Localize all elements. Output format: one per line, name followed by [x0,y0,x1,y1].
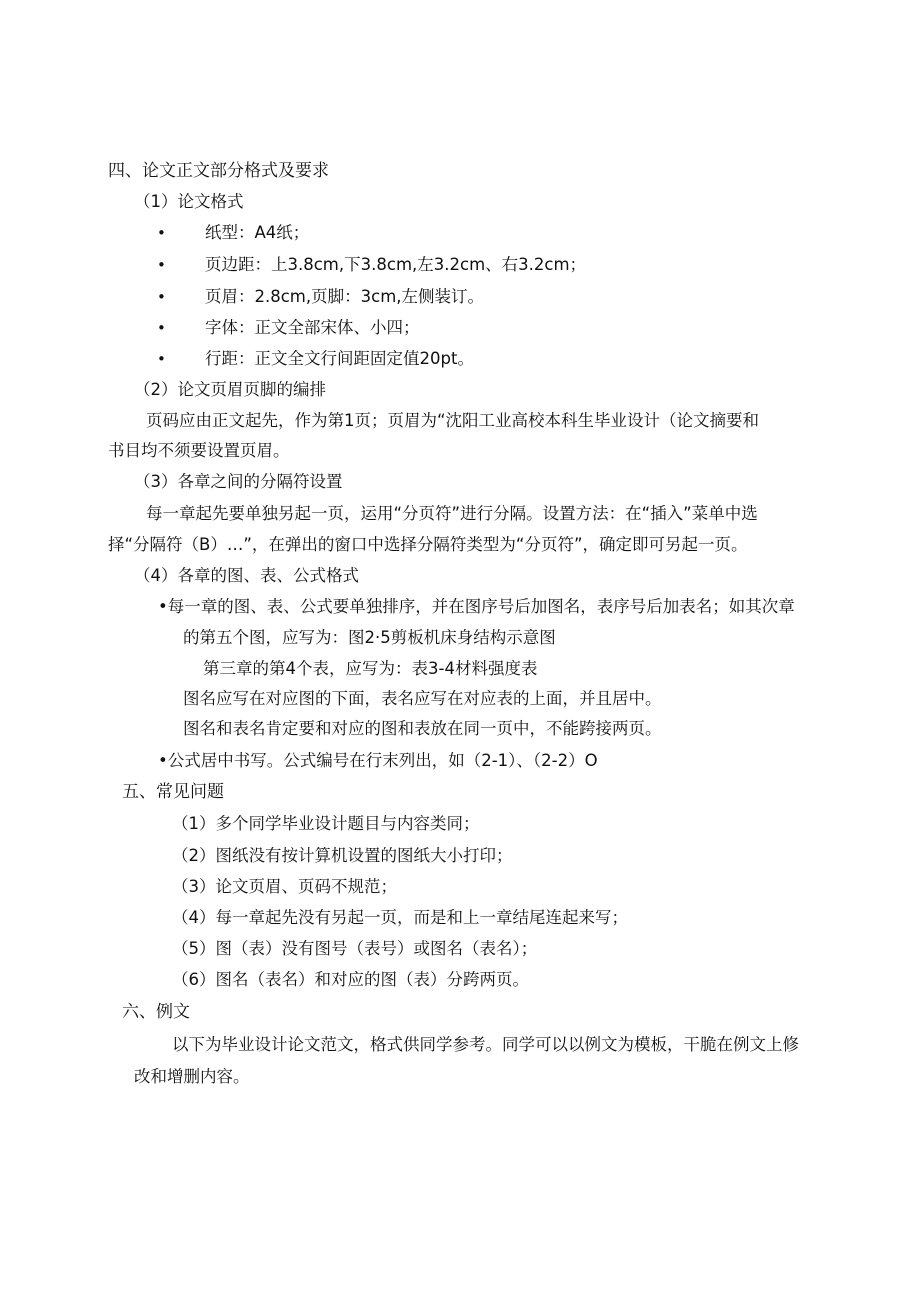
sub4-figure-example: 的第五个图，应写为：图2·5剪板机床身结构示意图 [183,628,556,647]
sub4-formula-rule: •公式居中书写。公式编号在行末列出，如（2-1）、（2-2）O [158,751,598,770]
section6-heading: 六、例文 [122,1002,190,1022]
section4-heading: 四、论文正文部分格式及要求 [108,161,329,181]
sub2-paragraph-line-2: 书目均不须要设置页眉。 [108,441,290,460]
sub4-table-example: 第三章的第4个表，应写为：表3-4材料强度表 [203,659,538,678]
format-item-paper: • 纸型：A4纸； [205,222,309,244]
problem-item-2: （2）图纸没有按计算机设置的图纸大小打印； [172,846,513,865]
format-item-line-spacing: • 行距：正文全文行间距固定值20pt。 [205,348,474,370]
sub4-bullet-line-1: •每一章的图、表、公式要单独排序，并在图序号后加图名，表序号后加表名；如其次章 [158,597,795,616]
problem-item-1: （1）多个同学毕业设计题目与内容类同； [172,814,480,833]
sub4-caption-placement: 图名应写在对应图的下面，表名应写在对应表的上面，并且居中。 [183,689,662,708]
sub3-title: （3）各章之间的分隔符设置 [134,472,343,491]
sub4-title: （4）各章的图、表、公式格式 [134,566,359,585]
format-item-font: • 字体：正文全部宋体、小四； [205,317,420,339]
problem-item-6: （6）图名（表名）和对应的图（表）分跨两页。 [172,970,529,989]
sub4-same-page-rule: 图名和表名肯定要和对应的图和表放在同一页中，不能跨接两页。 [183,719,662,738]
problem-item-5: （5）图（表）没有图号（表号）或图名（表名）； [172,939,538,958]
sub3-paragraph-line-2: 择“分隔符（B）…”，在弹出的窗口中选择分隔符类型为“分页符”，确定即可另起一页。 [108,535,748,554]
sub3-paragraph-line-1: 每一章起先要单独另起一页，运用“分页符”进行分隔。设置方法：在“插入”菜单中选 [146,504,758,523]
format-item-margins: • 页边距：上3.8cm,下3.8cm,左3.2cm、右3.2cm； [205,254,586,276]
problem-item-4: （4）每一章起先没有另起一页，而是和上一章结尾连起来写； [172,908,628,927]
sub2-paragraph-line-1: 页码应由正文起先，作为第1页；页眉为“沈阳工业高校本科生毕业设计（论文摘要和 [146,411,760,430]
example-paragraph-line-1: 以下为毕业设计论文范文，格式供同学参考。同学可以以例文为模板，干脆在例文上修 [172,1035,799,1054]
section5-heading: 五、常见问题 [122,782,224,802]
format-item-header-footer: • 页眉：2.8cm,页脚：3cm,左侧装订。 [205,286,484,308]
sub1-title: （1）论文格式 [134,192,244,211]
sub2-title: （2）论文页眉页脚的编排 [134,380,326,399]
example-paragraph-line-2: 改和增删内容。 [134,1067,250,1086]
problem-item-3: （3）论文页眉、页码不规范； [172,877,397,896]
